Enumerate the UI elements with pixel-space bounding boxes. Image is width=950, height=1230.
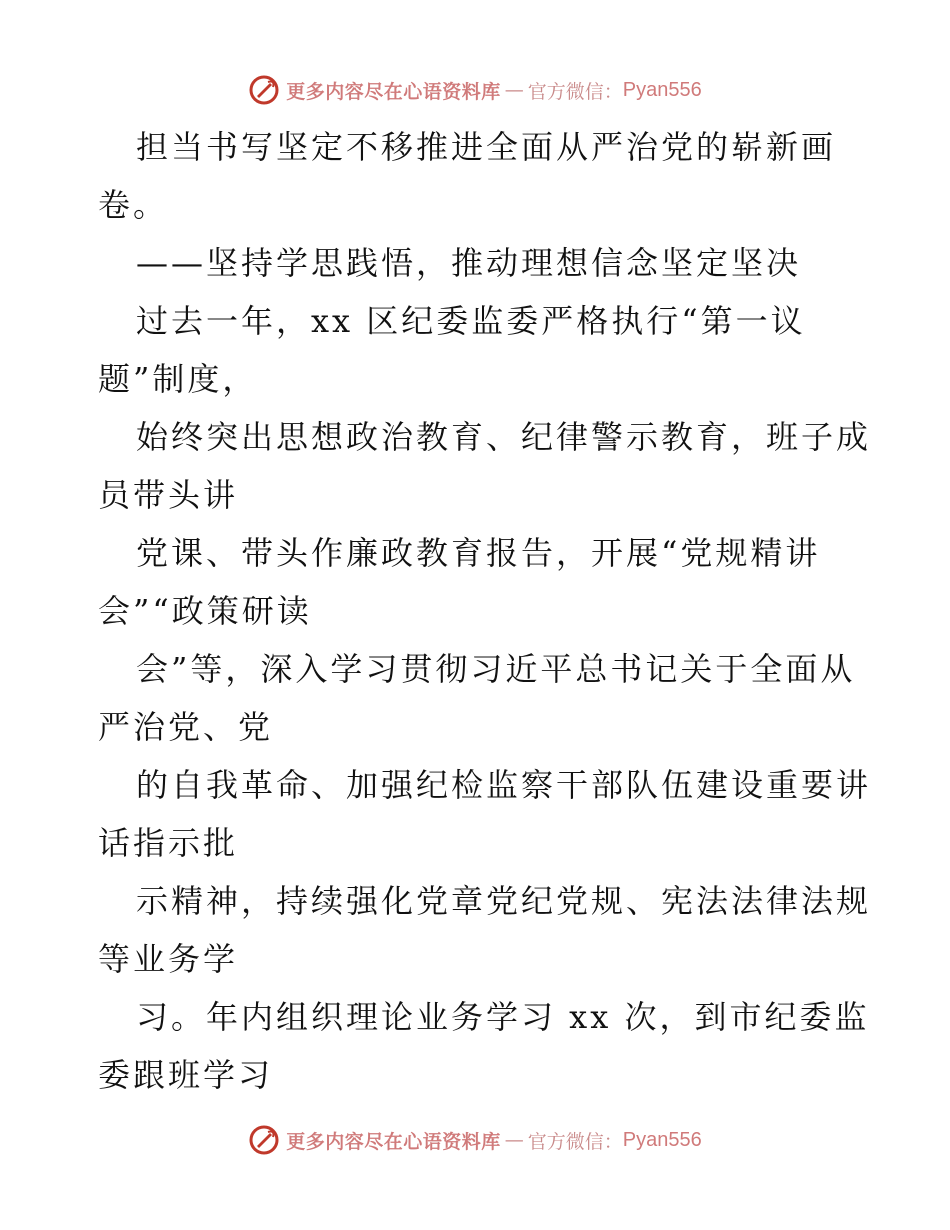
watermark-label: 官方微信： <box>527 80 623 103</box>
watermark-text: 更多内容尽在心语资料库 <box>286 80 501 103</box>
text-line: 员带头讲 <box>98 476 239 514</box>
text-line: 话指示批 <box>98 824 239 862</box>
watermark-text: 更多内容尽在心语资料库 <box>286 1130 501 1153</box>
text-line: 会”“政策研读 <box>98 592 312 630</box>
watermark-id: Pyan556 <box>622 1128 702 1151</box>
text-line: 过去一年，xx 区纪委监委严格执行“第一议 <box>136 302 806 340</box>
text-line: 担当书写坚定不移推进全面从严治党的崭新画 <box>136 128 837 166</box>
text-line: ——坚持学思践悟，推动理想信念坚定坚决 <box>136 244 802 282</box>
text-line: 习。年内组织理论业务学习 xx 次，到市纪委监 <box>136 998 870 1036</box>
watermark-label: 官方微信： <box>527 1130 623 1153</box>
text-line: 会”等，深入学习贯彻习近平总书记关于全面从 <box>136 650 856 688</box>
text-line: 示精神，持续强化党章党纪党规、宪法法律法规 <box>136 882 872 920</box>
watermark-id: Pyan556 <box>622 78 702 101</box>
text-line: 等业务学 <box>98 940 239 978</box>
text-line: 卷。 <box>98 186 169 224</box>
header-watermark <box>0 70 950 110</box>
text-line: 党课、带头作廉政教育报告，开展“党规精讲 <box>136 534 821 572</box>
text-line: 严治党、党 <box>98 708 274 746</box>
text-line: 委跟班学习 <box>98 1056 274 1094</box>
footer-watermark <box>0 1120 950 1160</box>
quill-logo-icon <box>248 74 280 106</box>
text-line: 始终突出思想政治教育、纪律警示教育，班子成 <box>136 418 872 456</box>
text-line: 题”制度， <box>98 360 258 398</box>
watermark-dash: — <box>504 79 524 101</box>
watermark-dash: — <box>504 1129 524 1151</box>
document-body <box>98 118 872 1104</box>
quill-logo-icon <box>248 1124 280 1156</box>
text-line: 的自我革命、加强纪检监察干部队伍建设重要讲 <box>136 766 872 804</box>
